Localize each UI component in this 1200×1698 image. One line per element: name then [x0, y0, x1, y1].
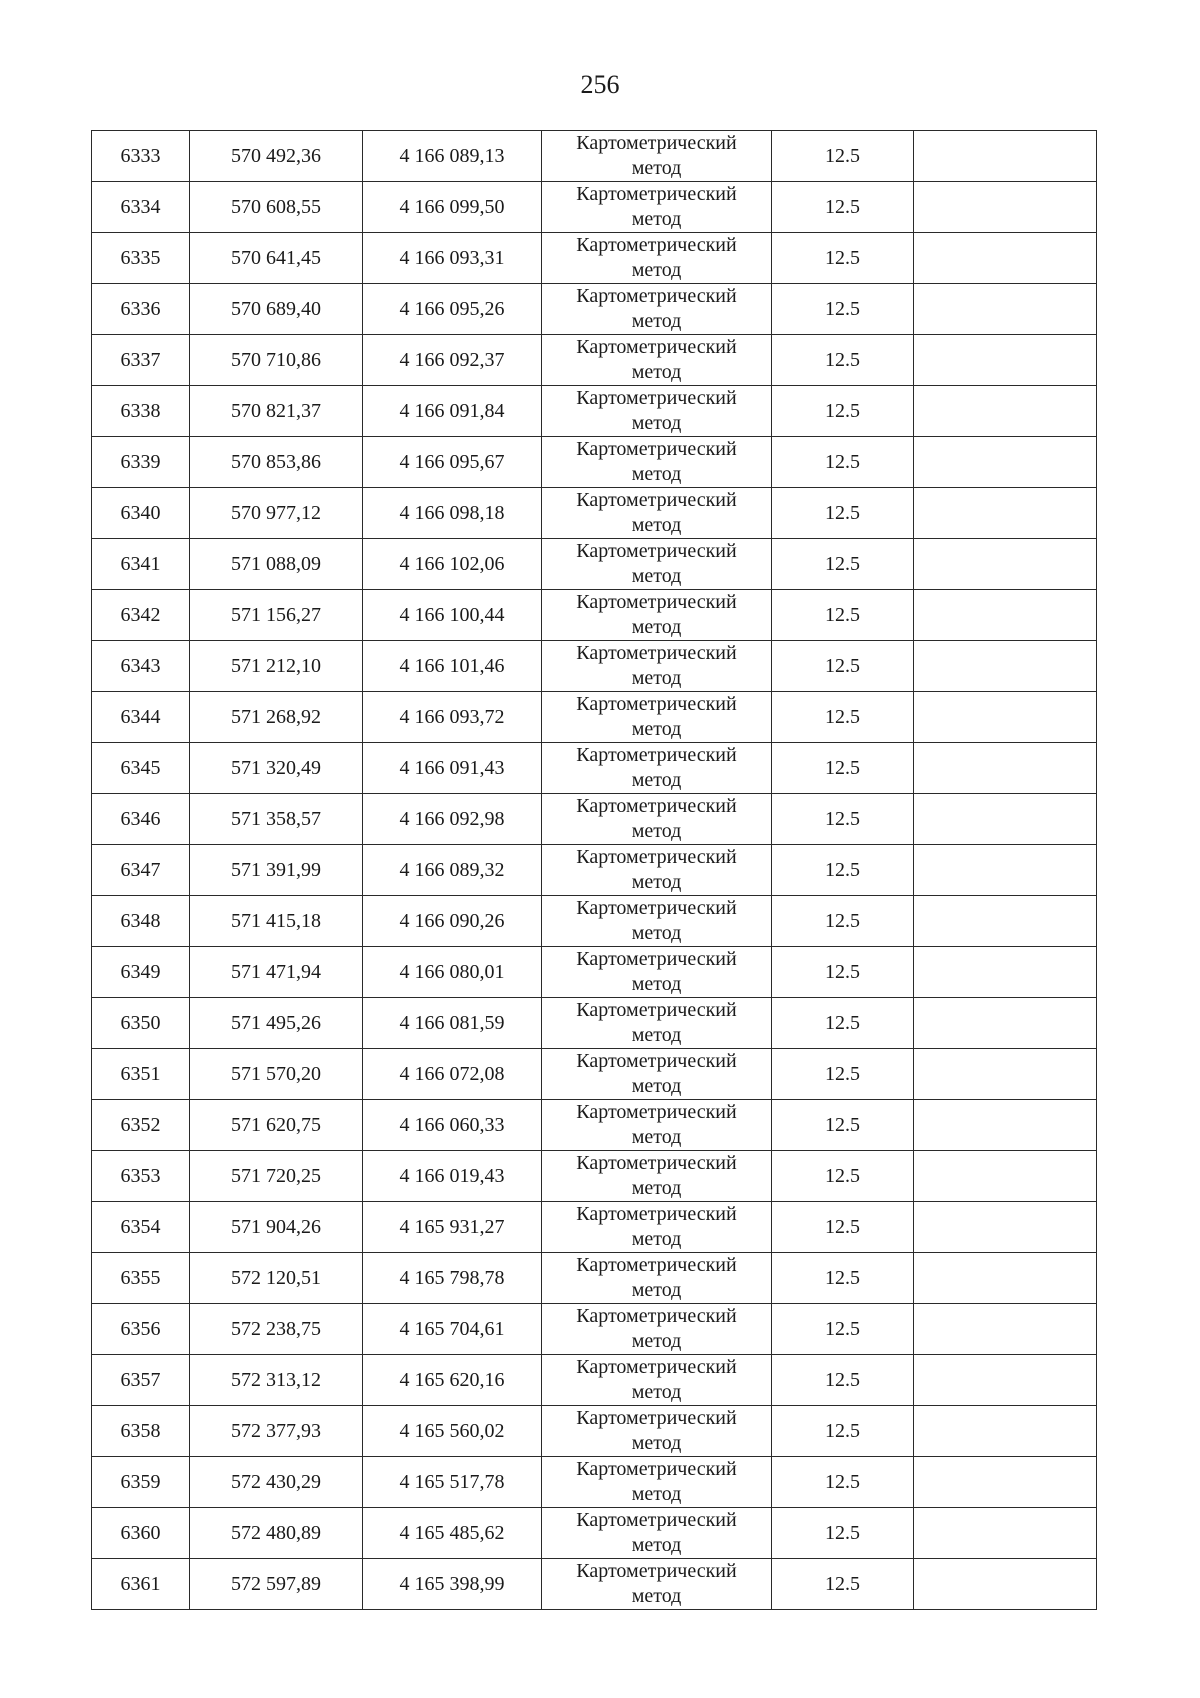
point-number-cell: 6348 — [92, 896, 190, 947]
accuracy-cell: 12.5 — [772, 1559, 914, 1610]
y-coordinate-cell: 4 166 091,43 — [363, 743, 542, 794]
table-row — [92, 1406, 1097, 1457]
method-line-1: Картометрический — [576, 1050, 737, 1072]
method-cell — [542, 1406, 772, 1457]
y-coordinate-cell: 4 165 560,02 — [363, 1406, 542, 1457]
x-coordinate-cell: 571 212,10 — [190, 641, 363, 692]
accuracy-cell: 12.5 — [772, 1202, 914, 1253]
accuracy-cell: 12.5 — [772, 386, 914, 437]
method-line-2: метод — [631, 208, 682, 230]
y-coordinate-cell: 4 166 095,67 — [363, 437, 542, 488]
note-cell — [914, 437, 1097, 488]
method-line-2: метод — [631, 361, 682, 383]
method-cell — [542, 590, 772, 641]
x-coordinate-cell: 571 471,94 — [190, 947, 363, 998]
method-line-1: Картометрический — [576, 336, 737, 358]
method-line-2: метод — [631, 463, 682, 485]
point-number-cell: 6357 — [92, 1355, 190, 1406]
point-number-cell: 6359 — [92, 1457, 190, 1508]
point-number-cell: 6342 — [92, 590, 190, 641]
method-line-2: метод — [631, 973, 682, 995]
x-coordinate-cell: 571 391,99 — [190, 845, 363, 896]
note-cell — [914, 743, 1097, 794]
method-line-1: Картометрический — [576, 183, 737, 205]
y-coordinate-cell: 4 166 089,13 — [363, 131, 542, 182]
x-coordinate-cell: 571 320,49 — [190, 743, 363, 794]
method-line-1: Картометрический — [576, 1254, 737, 1276]
accuracy-cell: 12.5 — [772, 1406, 914, 1457]
table-row — [92, 1457, 1097, 1508]
x-coordinate-cell: 572 120,51 — [190, 1253, 363, 1304]
y-coordinate-cell: 4 166 093,72 — [363, 692, 542, 743]
accuracy-cell: 12.5 — [772, 743, 914, 794]
method-line-1: Картометрический — [576, 591, 737, 613]
point-number-cell: 6351 — [92, 1049, 190, 1100]
table-row — [92, 233, 1097, 284]
y-coordinate-cell: 4 166 080,01 — [363, 947, 542, 998]
accuracy-cell: 12.5 — [772, 1304, 914, 1355]
table-row — [92, 284, 1097, 335]
table-row — [92, 386, 1097, 437]
method-line-2: метод — [631, 310, 682, 332]
table-row — [92, 131, 1097, 182]
method-line-1: Картометрический — [576, 489, 737, 511]
table-row — [92, 488, 1097, 539]
point-number-cell: 6344 — [92, 692, 190, 743]
accuracy-cell: 12.5 — [772, 539, 914, 590]
point-number-cell: 6335 — [92, 233, 190, 284]
accuracy-cell: 12.5 — [772, 1100, 914, 1151]
note-cell — [914, 1100, 1097, 1151]
method-line-1: Картометрический — [576, 132, 737, 154]
method-line-2: метод — [631, 1024, 682, 1046]
method-line-2: метод — [631, 412, 682, 434]
x-coordinate-cell: 570 853,86 — [190, 437, 363, 488]
method-line-2: метод — [631, 1177, 682, 1199]
accuracy-cell: 12.5 — [772, 488, 914, 539]
method-line-2: метод — [631, 157, 682, 179]
method-line-1: Картометрический — [576, 897, 737, 919]
point-number-cell: 6354 — [92, 1202, 190, 1253]
x-coordinate-cell: 570 821,37 — [190, 386, 363, 437]
note-cell — [914, 1406, 1097, 1457]
accuracy-cell: 12.5 — [772, 692, 914, 743]
y-coordinate-cell: 4 165 485,62 — [363, 1508, 542, 1559]
x-coordinate-cell: 571 620,75 — [190, 1100, 363, 1151]
table-row — [92, 437, 1097, 488]
y-coordinate-cell: 4 166 060,33 — [363, 1100, 542, 1151]
table-row — [92, 335, 1097, 386]
table-row — [92, 896, 1097, 947]
table-row — [92, 1304, 1097, 1355]
y-coordinate-cell: 4 166 100,44 — [363, 590, 542, 641]
point-number-cell: 6358 — [92, 1406, 190, 1457]
method-cell — [542, 182, 772, 233]
table-row — [92, 794, 1097, 845]
y-coordinate-cell: 4 165 931,27 — [363, 1202, 542, 1253]
table-row — [92, 590, 1097, 641]
method-cell — [542, 692, 772, 743]
method-line-2: метод — [631, 820, 682, 842]
y-coordinate-cell: 4 166 099,50 — [363, 182, 542, 233]
table-row — [92, 1355, 1097, 1406]
x-coordinate-cell: 570 492,36 — [190, 131, 363, 182]
y-coordinate-cell: 4 166 090,26 — [363, 896, 542, 947]
note-cell — [914, 284, 1097, 335]
method-line-1: Картометрический — [576, 948, 737, 970]
note-cell — [914, 1508, 1097, 1559]
method-line-2: метод — [631, 1228, 682, 1250]
method-cell — [542, 998, 772, 1049]
method-line-2: метод — [631, 1126, 682, 1148]
method-line-1: Картометрический — [576, 846, 737, 868]
method-cell — [542, 947, 772, 998]
table-row — [92, 998, 1097, 1049]
y-coordinate-cell: 4 166 095,26 — [363, 284, 542, 335]
accuracy-cell: 12.5 — [772, 182, 914, 233]
method-cell — [542, 1049, 772, 1100]
method-line-1: Картометрический — [576, 387, 737, 409]
point-number-cell: 6349 — [92, 947, 190, 998]
method-line-2: метод — [631, 1381, 682, 1403]
page-number: 256 — [580, 70, 620, 99]
accuracy-cell: 12.5 — [772, 1355, 914, 1406]
method-cell — [542, 641, 772, 692]
accuracy-cell: 12.5 — [772, 1049, 914, 1100]
table-row — [92, 743, 1097, 794]
method-cell — [542, 437, 772, 488]
note-cell — [914, 794, 1097, 845]
note-cell — [914, 233, 1097, 284]
method-line-2: метод — [631, 1534, 682, 1556]
method-line-1: Картометрический — [576, 540, 737, 562]
table-row — [92, 1151, 1097, 1202]
note-cell — [914, 1355, 1097, 1406]
note-cell — [914, 386, 1097, 437]
method-line-2: метод — [631, 871, 682, 893]
method-cell — [542, 233, 772, 284]
point-number-cell: 6347 — [92, 845, 190, 896]
y-coordinate-cell: 4 166 098,18 — [363, 488, 542, 539]
point-number-cell: 6361 — [92, 1559, 190, 1610]
x-coordinate-cell: 572 597,89 — [190, 1559, 363, 1610]
method-line-1: Картометрический — [576, 285, 737, 307]
method-line-2: метод — [631, 1330, 682, 1352]
x-coordinate-cell: 570 710,86 — [190, 335, 363, 386]
x-coordinate-cell: 571 720,25 — [190, 1151, 363, 1202]
method-cell — [542, 794, 772, 845]
y-coordinate-cell: 4 165 798,78 — [363, 1253, 542, 1304]
method-cell — [542, 1559, 772, 1610]
table-row — [92, 182, 1097, 233]
method-line-2: метод — [631, 769, 682, 791]
method-line-1: Картометрический — [576, 1305, 737, 1327]
y-coordinate-cell: 4 165 517,78 — [363, 1457, 542, 1508]
y-coordinate-cell: 4 166 092,98 — [363, 794, 542, 845]
method-line-2: метод — [631, 922, 682, 944]
point-number-cell: 6345 — [92, 743, 190, 794]
note-cell — [914, 998, 1097, 1049]
method-line-2: метод — [631, 1432, 682, 1454]
accuracy-cell: 12.5 — [772, 794, 914, 845]
method-line-2: метод — [631, 1483, 682, 1505]
method-line-1: Картометрический — [576, 795, 737, 817]
method-cell — [542, 1508, 772, 1559]
point-number-cell: 6336 — [92, 284, 190, 335]
note-cell — [914, 1049, 1097, 1100]
method-line-1: Картометрический — [576, 1356, 737, 1378]
point-number-cell: 6338 — [92, 386, 190, 437]
y-coordinate-cell: 4 166 102,06 — [363, 539, 542, 590]
method-cell — [542, 1202, 772, 1253]
x-coordinate-cell: 570 608,55 — [190, 182, 363, 233]
accuracy-cell: 12.5 — [772, 131, 914, 182]
note-cell — [914, 896, 1097, 947]
x-coordinate-cell: 570 977,12 — [190, 488, 363, 539]
note-cell — [914, 590, 1097, 641]
note-cell — [914, 182, 1097, 233]
note-cell — [914, 1457, 1097, 1508]
note-cell — [914, 845, 1097, 896]
x-coordinate-cell: 571 268,92 — [190, 692, 363, 743]
method-cell — [542, 1355, 772, 1406]
table-row — [92, 539, 1097, 590]
point-number-cell: 6339 — [92, 437, 190, 488]
method-line-2: метод — [631, 1279, 682, 1301]
accuracy-cell: 12.5 — [772, 284, 914, 335]
method-line-2: метод — [631, 718, 682, 740]
method-line-1: Картометрический — [576, 1458, 737, 1480]
method-line-1: Картометрический — [576, 438, 737, 460]
method-cell — [542, 131, 772, 182]
method-line-1: Картометрический — [576, 1407, 737, 1429]
method-line-1: Картометрический — [576, 693, 737, 715]
x-coordinate-cell: 572 313,12 — [190, 1355, 363, 1406]
y-coordinate-cell: 4 165 620,16 — [363, 1355, 542, 1406]
method-line-1: Картометрический — [576, 642, 737, 664]
method-cell — [542, 539, 772, 590]
note-cell — [914, 947, 1097, 998]
note-cell — [914, 1304, 1097, 1355]
y-coordinate-cell: 4 166 101,46 — [363, 641, 542, 692]
table-row — [92, 1202, 1097, 1253]
y-coordinate-cell: 4 166 093,31 — [363, 233, 542, 284]
method-line-2: метод — [631, 616, 682, 638]
table-row — [92, 845, 1097, 896]
table-row — [92, 1253, 1097, 1304]
method-cell — [542, 284, 772, 335]
method-cell — [542, 845, 772, 896]
accuracy-cell: 12.5 — [772, 1508, 914, 1559]
accuracy-cell: 12.5 — [772, 335, 914, 386]
note-cell — [914, 1253, 1097, 1304]
method-line-1: Картометрический — [576, 234, 737, 256]
x-coordinate-cell: 572 238,75 — [190, 1304, 363, 1355]
method-cell — [542, 1253, 772, 1304]
method-line-1: Картометрический — [576, 1101, 737, 1123]
point-number-cell: 6340 — [92, 488, 190, 539]
note-cell — [914, 539, 1097, 590]
accuracy-cell: 12.5 — [772, 998, 914, 1049]
note-cell — [914, 1202, 1097, 1253]
x-coordinate-cell: 571 156,27 — [190, 590, 363, 641]
accuracy-cell: 12.5 — [772, 1151, 914, 1202]
x-coordinate-cell: 571 904,26 — [190, 1202, 363, 1253]
method-line-1: Картометрический — [576, 1560, 737, 1582]
table-row — [92, 692, 1097, 743]
accuracy-cell: 12.5 — [772, 896, 914, 947]
point-number-cell: 6360 — [92, 1508, 190, 1559]
x-coordinate-cell: 571 088,09 — [190, 539, 363, 590]
x-coordinate-cell: 572 480,89 — [190, 1508, 363, 1559]
table-row — [92, 1049, 1097, 1100]
point-number-cell: 6350 — [92, 998, 190, 1049]
method-cell — [542, 386, 772, 437]
method-line-1: Картометрический — [576, 1509, 737, 1531]
point-number-cell: 6333 — [92, 131, 190, 182]
y-coordinate-cell: 4 166 072,08 — [363, 1049, 542, 1100]
point-number-cell: 6353 — [92, 1151, 190, 1202]
note-cell — [914, 131, 1097, 182]
point-number-cell: 6346 — [92, 794, 190, 845]
method-line-2: метод — [631, 514, 682, 536]
note-cell — [914, 1559, 1097, 1610]
method-cell — [542, 896, 772, 947]
note-cell — [914, 641, 1097, 692]
y-coordinate-cell: 4 165 704,61 — [363, 1304, 542, 1355]
x-coordinate-cell: 572 430,29 — [190, 1457, 363, 1508]
table-row — [92, 1559, 1097, 1610]
point-number-cell: 6341 — [92, 539, 190, 590]
accuracy-cell: 12.5 — [772, 641, 914, 692]
method-line-1: Картометрический — [576, 999, 737, 1021]
table-row — [92, 1100, 1097, 1151]
note-cell — [914, 335, 1097, 386]
method-cell — [542, 1151, 772, 1202]
method-cell — [542, 335, 772, 386]
y-coordinate-cell: 4 166 019,43 — [363, 1151, 542, 1202]
method-cell — [542, 488, 772, 539]
note-cell — [914, 488, 1097, 539]
y-coordinate-cell: 4 166 092,37 — [363, 335, 542, 386]
x-coordinate-cell: 571 358,57 — [190, 794, 363, 845]
table-row — [92, 1508, 1097, 1559]
point-number-cell: 6337 — [92, 335, 190, 386]
accuracy-cell: 12.5 — [772, 437, 914, 488]
x-coordinate-cell: 571 415,18 — [190, 896, 363, 947]
note-cell — [914, 692, 1097, 743]
accuracy-cell: 12.5 — [772, 947, 914, 998]
method-line-2: метод — [631, 667, 682, 689]
method-line-1: Картометрический — [576, 1152, 737, 1174]
method-line-1: Картометрический — [576, 744, 737, 766]
accuracy-cell: 12.5 — [772, 845, 914, 896]
x-coordinate-cell: 571 495,26 — [190, 998, 363, 1049]
method-line-2: метод — [631, 565, 682, 587]
accuracy-cell: 12.5 — [772, 1253, 914, 1304]
method-line-2: метод — [631, 259, 682, 281]
table-row — [92, 947, 1097, 998]
y-coordinate-cell: 4 166 081,59 — [363, 998, 542, 1049]
method-line-2: метод — [631, 1585, 682, 1607]
y-coordinate-cell: 4 165 398,99 — [363, 1559, 542, 1610]
point-number-cell: 6334 — [92, 182, 190, 233]
method-line-2: метод — [631, 1075, 682, 1097]
accuracy-cell: 12.5 — [772, 590, 914, 641]
y-coordinate-cell: 4 166 091,84 — [363, 386, 542, 437]
x-coordinate-cell: 572 377,93 — [190, 1406, 363, 1457]
coordinates-table — [91, 130, 1097, 1610]
method-cell — [542, 743, 772, 794]
point-number-cell: 6356 — [92, 1304, 190, 1355]
x-coordinate-cell: 570 641,45 — [190, 233, 363, 284]
point-number-cell: 6343 — [92, 641, 190, 692]
accuracy-cell: 12.5 — [772, 233, 914, 284]
method-line-1: Картометрический — [576, 1203, 737, 1225]
method-cell — [542, 1457, 772, 1508]
x-coordinate-cell: 570 689,40 — [190, 284, 363, 335]
method-cell — [542, 1100, 772, 1151]
point-number-cell: 6352 — [92, 1100, 190, 1151]
point-number-cell: 6355 — [92, 1253, 190, 1304]
coordinates-table-body — [92, 131, 1097, 1610]
method-cell — [542, 1304, 772, 1355]
note-cell — [914, 1151, 1097, 1202]
x-coordinate-cell: 571 570,20 — [190, 1049, 363, 1100]
table-row — [92, 641, 1097, 692]
accuracy-cell: 12.5 — [772, 1457, 914, 1508]
y-coordinate-cell: 4 166 089,32 — [363, 845, 542, 896]
